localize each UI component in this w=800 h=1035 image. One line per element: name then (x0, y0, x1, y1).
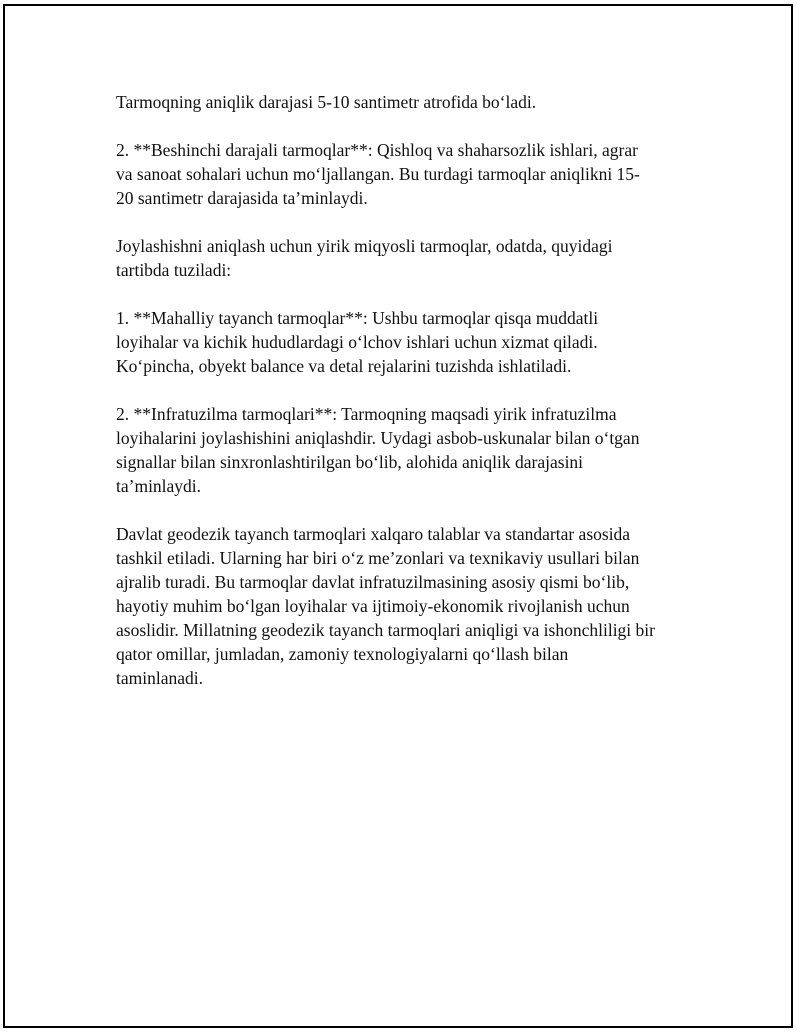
paragraph-state-geodetic-networks: Davlat geodezik tayanch tarmoqlari xalqaro talablar va standartar asosida tashkil etiladi. Ularning har biri o‘z me’zonlari va texnikaviy usullari bilan ajralib turadi. Bu tarmoqlar davlat infratuzilmasining asosiy qismi bo‘lib, hayotiy muhim bo‘lgan loyihalar va ijtimoiy-ekonomik rivojlanish uchun asoslidir. Millatning geodezik tayanch tarmoqlari aniqligi va ishonchliligi bir qator omillar, jumladan, zamoniy texnologiyalarni qo‘llash bilan taminlanadi. (116, 524, 655, 688)
document-body (116, 90, 691, 714)
paragraph-large-scale-networks: Joylashishni aniqlash uchun yirik miqyosli tarmoqlar, odatda, quyidagi tartibda tuziladi: (116, 236, 613, 280)
paragraph-infrastructure-networks: 2. **Infratuzilma tarmoqlari**: Tarmoqning maqsadi yirik infratuzilma loyihalarini joylashishini aniqlashdir. Uydagi asbob-uskunalar bilan o‘tgan signallar bilan sinxronlashtirilgan bo‘lib, alohida aniqlik darajasini ta’minlaydi. (116, 404, 640, 496)
paragraph-local-control-networks: 1. **Mahalliy tayanch tarmoqlar**: Ushbu tarmoqlar qisqa muddatli loyihalar va kichik hududlardagi o‘lchov ishlari uchun xizmat qiladi. Ko‘pincha, obyekt balance va detal rejalarini tuzishda ishlatiladi. (116, 308, 599, 376)
paragraph-fifth-order-networks: 2. **Beshinchi darajali tarmoqlar**: Qishloq va shaharsozlik ishlari, agrar va sanoat sohalari uchun mo‘ljallangan. Bu turdagi tarmoqlar aniqlikni 15- 20 santimetr darajasida ta’minlaydi. (116, 140, 640, 208)
paragraph-accuracy-intro: Tarmoqning aniqlik darajasi 5-10 santimetr atrofida bo‘ladi. (116, 92, 537, 112)
